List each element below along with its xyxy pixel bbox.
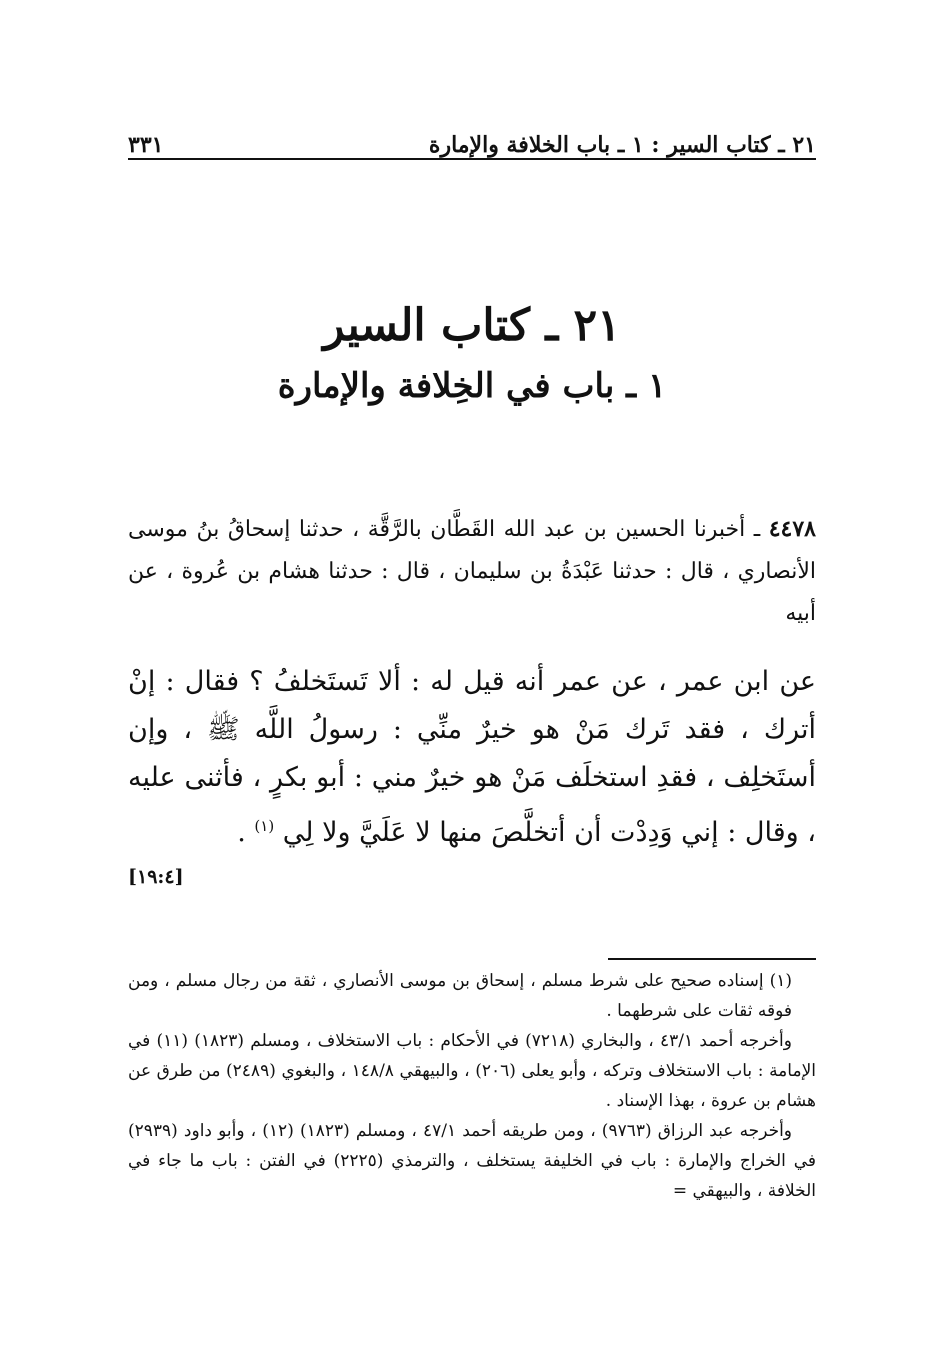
chapter-title: ١ ـ باب في الخِلافة والإمارة bbox=[277, 366, 667, 406]
hadith-number: ٤٤٧٨ bbox=[768, 516, 816, 542]
header-rule bbox=[128, 158, 816, 160]
footnote-item: (١) إسناده صحيح على شرط مسلم ، إسحاق بن موسى الأنصاري ، ثقة من رجال مسلم ، ومن فوقه ثقات على شرطهما . bbox=[128, 971, 792, 1021]
running-title: ٢١ ـ كتاب السير : ١ ـ باب الخلافة والإمارة bbox=[428, 132, 816, 158]
matn-end: . bbox=[237, 817, 246, 848]
footnotes bbox=[128, 966, 816, 1206]
hadith-matn bbox=[128, 658, 816, 857]
footnote-item: وأخرجه أحمد ٤٣/١ ، والبخاري (٧٢١٨) في الأحكام : باب الاستخلاف ، ومسلم (١٨٢٣) (١١) في الإمامة : باب الاستخلاف وتركه ، وأبو يعلى (٢٠٦) ، والبيهقي ١٤٨/٨ ، والبغوي (٢٤٨٩) من طرق عن هشام بن عروة ، بهذا الإسناد . bbox=[128, 1031, 816, 1111]
footnote-marker[interactable]: (١) bbox=[254, 817, 275, 835]
matn-text: عن ابن عمر ، عن عمر أنه قيل له : ألا تَستَخلفُ ؟ فقال : إنْ أترك ، فقد تَرك مَنْ هو خيرٌ منِّي : رسولُ اللَّه ﷺ ، وإن أستَخلِف ، فقدِ استخلَف مَنْ هو خيرٌ مني : أبو بكرٍ ، فأثنى عليه ، وقال : إني وَدِدْت أن أتخلَّصَ منها لا عَلَيَّ ولا لِي bbox=[128, 666, 816, 848]
book-title: ٢١ ـ كتاب السير bbox=[323, 300, 621, 351]
isnad-text: ـ أخبرنا الحسين بن عبد الله القَطَّان بالرَّقَّة ، حدثنا إسحاقُ بنُ موسى الأنصاري ، قال : حدثنا عَبْدَةُ بن سليمان ، قال : حدثنا هشام بن عُروة ، عن أبيه bbox=[128, 517, 816, 626]
page-number: ٣٣١ bbox=[128, 132, 164, 158]
page-header bbox=[128, 118, 816, 158]
footnote-item: وأخرجه عبد الرزاق (٩٧٦٣) ، ومن طريقه أحمد ٤٧/١ ، ومسلم (١٨٢٣) (١٢) ، وأبو داود (٢٩٣٩) في الخراج والإمارة : باب في الخليفة يستخلف ، والترمذي (٢٢٢٥) في الفتن : باب ما جاء في الخلافة ، والبيهقي = bbox=[128, 1121, 817, 1201]
hadith-isnad bbox=[128, 508, 816, 635]
footnote-rule bbox=[608, 958, 816, 960]
hadith-reference: [١٩:٤] bbox=[128, 866, 184, 888]
